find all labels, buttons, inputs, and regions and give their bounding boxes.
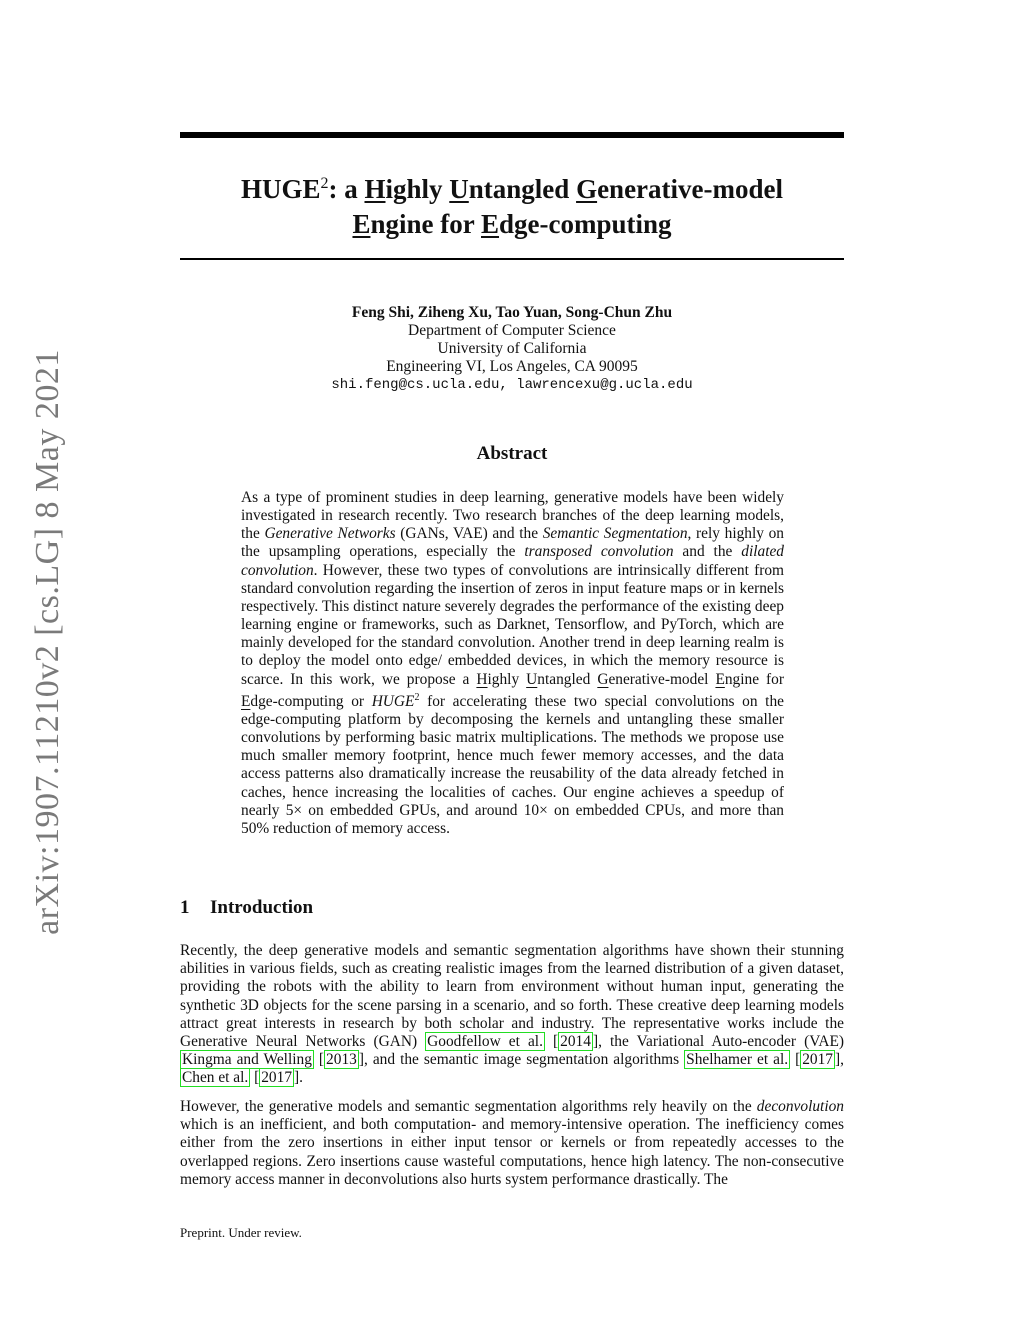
author-emails: shi.feng@cs.ucla.edu, lawrencexu@g.ucla.edu — [331, 377, 693, 393]
citation-year-link-2017a[interactable]: 2017 — [802, 1051, 833, 1069]
author-names: Feng Shi, Ziheng Xu, Tao Yuan, Song-Chun Zhu — [351, 304, 673, 321]
section-heading-introduction: 1 Introduction — [180, 897, 314, 918]
paper-title — [180, 166, 844, 242]
citation-link-chen[interactable]: Chen et al. — [182, 1069, 249, 1087]
author-department: Department of Computer Science — [408, 322, 616, 339]
author-university: University of California — [437, 340, 587, 357]
intro-paragraph-1: Recently, the deep generative models and semantic segmentation algorithms have shown their stunning abilities in various fields, such as creating realistic images from the learned distribution of a given dataset, providing the robots with the ability to learn from environment without human input, generating the synthetic 3D objects for the scene parsing in a scenario, and so forth. These creative deep learning models attract great interests in research by both scholar and industry. The representative works include the Generative Neural Networks (GAN) Goodfellow et al. [ 2014 ], the Variational Auto-encoder (VAE) Kingma and Welling [ 2013 ], and the semantic image segmentation algorithms Shelhamer et al. [ 2017 ], Chen et al. [ 2017 ]. — [180, 942, 844, 1087]
title-line-2: Engine for Edge-computing — [352, 209, 672, 239]
arxiv-identifier: arXiv:1907.11210v2 [cs.LG] 8 May 2021 — [29, 349, 66, 935]
title-line-1: HUGE$^2$: a Highly Untangled Generative-model — [240, 174, 784, 204]
title-bottom-rule — [180, 258, 844, 260]
abstract-heading: Abstract — [476, 443, 548, 464]
footer-note: Preprint. Under review. — [180, 1225, 302, 1240]
author-block — [180, 304, 844, 394]
citation-year-link-2014[interactable]: 2014 — [560, 1033, 591, 1051]
citation-link-goodfellow[interactable]: Goodfellow et al. — [427, 1033, 543, 1051]
author-address: Engineering VI, Los Angeles, CA 90095 — [386, 358, 638, 375]
arxiv-sidebar — [20, 349, 76, 935]
citation-year-link-2013[interactable]: 2013 — [326, 1051, 357, 1069]
citation-link-shelhamer[interactable]: Shelhamer et al. — [686, 1051, 789, 1069]
title-top-rule — [180, 132, 844, 138]
abstract-body: As a type of prominent studies in deep learning, generative models have been widely investigated in research recently. Two research branches of the deep learning models, the Generative Networks (GANs, VAE) and the Semantic Segmentation, rely highly on the upsampling operations, especially the transposed convolution and the dilated convolution. However, these two types of convolutions are intrinsically different from standard convolution regarding the insertion of zeros in input feature maps or in kernels respectively. This distinct nature severely degrades the performance of the existing deep learning engine or frameworks, such as Darknet, Tensorflow, and PyTorch, which are mainly developed for the standard convolution. Another trend in deep learning realm is to deploy the model onto edge/ embedded devices, in which the memory resource is scarce. In this work, we propose a Highly Untangled Generative-model Engine for Edge-computing or HUGE$^2$ for accelerating these two special convolutions on the edge-computing platform by decomposing the kernels and untangling these smaller convolutions by performing basic matrix multiplications. The methods we propose use much smaller memory footprint, hence much fewer memory accesses, and the data access patterns also dramatically increase the reusability of the data already fetched in caches, hence increasing the localities of caches. Our engine achieves a speedup of nearly 5× on embedded GPUs, and around 10× on embedded CPUs, and more than 50% reduction of memory access. — [241, 489, 784, 837]
citation-year-link-2017b[interactable]: 2017 — [261, 1069, 293, 1087]
citation-link-kingma[interactable]: Kingma and Welling — [182, 1051, 312, 1069]
intro-paragraph-2: However, the generative models and semantic segmentation algorithms rely heavily on the deconvolution which is an inefficient, and both computation- and memory-intensive operation. The inefficiency comes either from the zero insertions in either input tensor or kernels or from repeatedly accesses to the overlapped regions. Zero insertions cause wasteful computations, hence high latency. The non-consecutive memory access manner in deconvolutions also hurts system performance drastically. The — [180, 1098, 844, 1188]
